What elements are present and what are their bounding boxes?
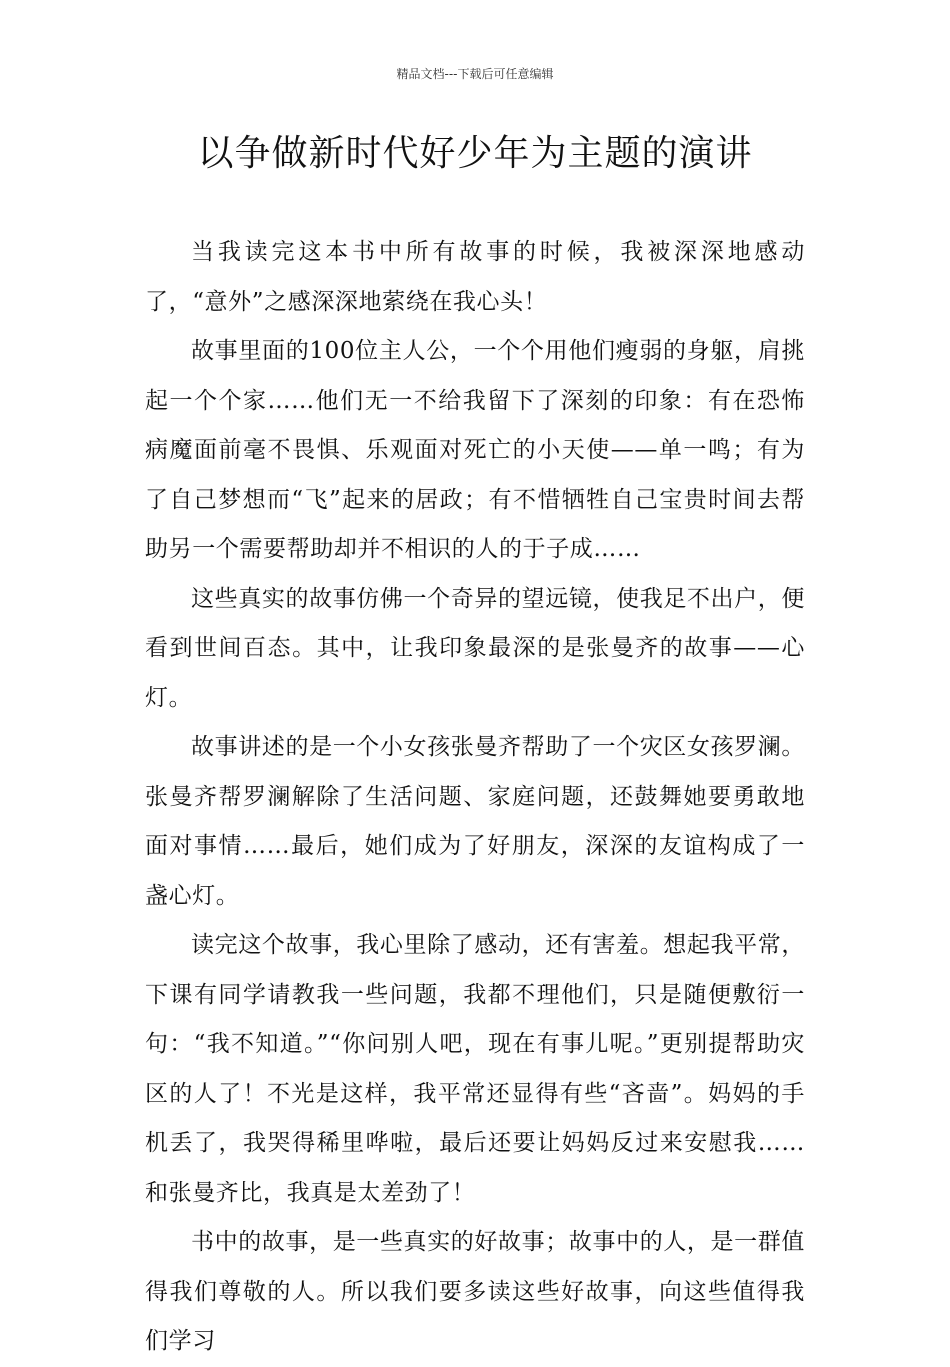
paragraph: 故事里面的100位主人公，一个个用他们瘦弱的身躯，肩挑起一个个家……他们无一不给我留下了深刻的印象：有在恐怖病魔面前毫不畏惧、乐观面对死亡的小天使——单一鸣；有为了自己梦想而“飞”起来的居政；有不惜牺牲自己宝贵时间去帮助另一个需要帮助却并不相识的人的于子成…… <box>145 338 805 562</box>
paragraph: 书中的故事，是一些真实的好故事；故事中的人，是一群值得我们尊敬的人。所以我们要多读这些好故事，向这些值得我们学习 <box>145 1229 805 1354</box>
document-body <box>145 228 805 1367</box>
paragraph: 读完这个故事，我心里除了感动，还有害羞。想起我平常，下课有同学请教我一些问题，我都不理他们，只是随便敷衍一句：“我不知道。”“你问别人吧，现在有事儿呢。”更别提帮助灾区的人了！不光是这样，我平常还显得有些“吝啬”。妈妈的手机丢了，我哭得稀里哗啦，最后还要让妈妈反过来安慰我……和张曼齐比，我真是太差劲了！ <box>145 932 805 1206</box>
header-note: 精品文档---下载后可任意编辑 <box>396 67 554 81</box>
paragraph: 这些真实的故事仿佛一个奇异的望远镜，使我足不出户，便看到世间百态。其中，让我印象最深的是张曼齐的故事——心灯。 <box>145 585 805 711</box>
paragraph: 当我读完这本书中所有故事的时候，我被深深地感动了，“意外”之感深深地萦绕在我心头！ <box>145 239 805 315</box>
paragraph: 故事讲述的是一个小女孩张曼齐帮助了一个灾区女孩罗澜。张曼齐帮罗澜解除了生活问题、家庭问题，还鼓舞她要勇敢地面对事情……最后，她们成为了好朋友，深深的友谊构成了一盏心灯。 <box>145 734 805 909</box>
page-title: 以争做新时代好少年为主题的演讲 <box>197 133 753 174</box>
